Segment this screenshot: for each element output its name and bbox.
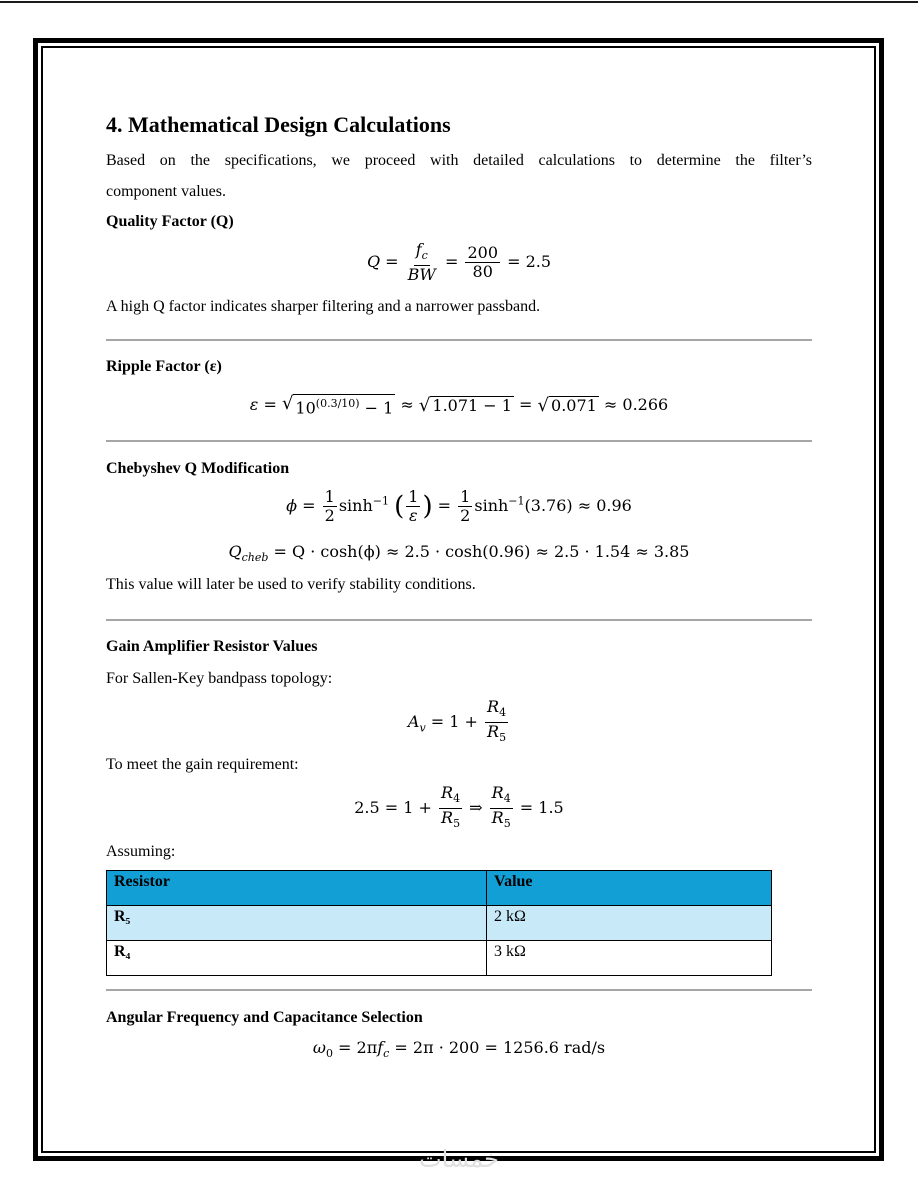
eq-phi-result: ≈ 0.96 xyxy=(572,496,632,515)
phi-equation: ϕ = $\frac{1}{2}$ $\sinh^{-1}$ ( $\frac{1}{\varepsilon}$ ) = $\frac{1}{2}$ $\sinh^{-1}(3.76) \approx 0.96$ xyxy=(286,487,632,525)
gain-topology: For Sallen-Key bandpass topology: xyxy=(106,670,333,687)
table-header: Value xyxy=(487,871,772,906)
eq-mid: = 1 + xyxy=(425,712,484,732)
top-rule xyxy=(0,1,918,3)
fraction-r4-r5 xyxy=(485,698,508,747)
eq-f: f xyxy=(415,240,422,259)
table-row xyxy=(107,941,772,976)
eq-r-sub: 5 xyxy=(503,817,511,831)
eq-qcheb-rhs: = Q · cosh(ϕ) ≈ 2.5 · cosh(0.96) ≈ 2.5 · 1.54 ≈ 3.85 xyxy=(268,542,690,561)
eq-equals: = xyxy=(513,395,538,415)
eq-arg: (3.76) xyxy=(524,496,573,515)
sqrt-3: √ 0.071 xyxy=(537,394,597,416)
eq-approx: ≈ xyxy=(395,395,419,415)
eq-epsilon: ε = xyxy=(249,395,277,415)
eq-r: R xyxy=(441,808,454,828)
eq-implies: ⇒ xyxy=(464,798,488,818)
eq-minus-1: − 1 xyxy=(359,398,394,418)
eq-f: f xyxy=(377,1038,384,1057)
sqrt-2: √ 1.071 − 1 xyxy=(418,394,512,416)
angular-heading: Angular Frequency and Capacitance Selection xyxy=(106,1009,423,1026)
eq-inverse: −1 xyxy=(372,494,389,508)
eq-r: R xyxy=(441,783,454,802)
eq-ratio-result: = 1.5 xyxy=(514,798,564,818)
table-row xyxy=(107,906,772,941)
eq-r-sub: 5 xyxy=(499,731,507,745)
chebyshev-heading: Chebyshev Q Modification xyxy=(106,460,290,477)
watermark-logo: خمسات xyxy=(418,1145,500,1173)
divider xyxy=(106,619,812,621)
eq-10: 10 xyxy=(295,398,316,418)
assuming-label: Assuming: xyxy=(106,843,176,860)
fraction-half-2 xyxy=(458,488,472,525)
divider xyxy=(106,989,812,991)
eq-rad2: 1.071 − 1 xyxy=(432,395,512,415)
eq-200: 200 xyxy=(467,243,498,263)
table-cell: R₅ xyxy=(107,906,487,941)
eq-equals: = xyxy=(432,496,457,515)
quality-factor-heading: Quality Factor (Q) xyxy=(106,213,234,230)
eq-bw: BW xyxy=(407,265,436,285)
quality-factor-equation: Q = $\frac{f_c}{BW}$ = $\frac{200}{80}$ = 2.5 xyxy=(366,240,552,285)
eq-f-sub: c xyxy=(383,1047,390,1061)
eq-r-sub: 4 xyxy=(503,792,511,806)
intro-paragraph: Based on the specifications, we proceed with detailed calculations to determine the filter’s xyxy=(106,152,812,169)
eq-2pi: = 2π xyxy=(332,1038,378,1057)
fraction-r4-r5 xyxy=(439,784,462,833)
eq-qcheb: Q xyxy=(228,542,242,561)
eq-sinh: sinh xyxy=(474,496,509,515)
table-header: Resistor xyxy=(107,871,487,906)
sqrt-1: √ $10^{(0.3/10)} - 1$ xyxy=(281,393,394,418)
eq-q-result: = 2.5 xyxy=(507,252,552,272)
eq-half-num: 1 xyxy=(324,487,335,506)
gain-requirement: To meet the gain requirement: xyxy=(106,756,299,773)
eq-half-den: 2 xyxy=(460,506,471,525)
eq-exponent: (0.3/10) xyxy=(315,397,360,410)
eq-inverse: −1 xyxy=(508,494,525,508)
fraction-fc-bw xyxy=(406,241,438,284)
eq-av: A xyxy=(407,712,420,732)
eq-r-sub: 4 xyxy=(499,706,507,720)
eq-omega-result: = 2π · 200 = 1256.6 rad/s xyxy=(389,1038,606,1057)
eq-omega: ω xyxy=(312,1038,326,1057)
divider xyxy=(106,339,812,341)
gain-requirement-equation xyxy=(106,784,812,833)
ripple-factor-equation xyxy=(106,394,812,417)
eq-r: R xyxy=(487,697,500,716)
section-title: 4. Mathematical Design Calculations xyxy=(106,112,451,137)
table-header-row xyxy=(107,871,772,906)
eq-r: R xyxy=(491,783,504,802)
eq-lhs: 2.5 = 1 + xyxy=(354,798,438,818)
intro-paragraph-cont: component values. xyxy=(106,183,226,200)
eq-av-sub: v xyxy=(419,721,426,735)
eq-r: R xyxy=(491,808,504,828)
eq-inner-num: 1 xyxy=(408,487,419,506)
chebyshev-note: This value will later be used to verify stability conditions. xyxy=(106,576,476,593)
eq-ripple-result: ≈ 0.266 xyxy=(598,395,669,415)
divider xyxy=(106,440,812,442)
qcheb-equation xyxy=(106,542,812,564)
eq-qcheb-sub: cheb xyxy=(241,551,269,565)
eq-r: R xyxy=(487,722,500,742)
quality-factor-note: A high Q factor indicates sharper filtering and a narrower passband. xyxy=(106,298,541,315)
resistor-table xyxy=(106,870,772,976)
eq-f-sub: c xyxy=(421,249,428,263)
fraction-half xyxy=(323,488,337,525)
ripple-factor-heading: Ripple Factor (ε) xyxy=(106,358,222,375)
table-cell: 3 kΩ xyxy=(487,941,772,976)
fraction-inv-epsilon xyxy=(406,488,420,525)
eq-r-sub: 4 xyxy=(453,792,461,806)
gain-equation xyxy=(106,698,812,747)
fraction-200-80 xyxy=(465,244,500,281)
eq-sinh: sinh xyxy=(338,496,373,515)
eq-half-den: 2 xyxy=(324,506,335,525)
eq-rad3: 0.071 xyxy=(551,395,597,415)
angular-equation xyxy=(106,1038,812,1060)
table-cell: R₄ xyxy=(107,941,487,976)
eq-phi: ϕ = xyxy=(286,496,321,515)
gain-heading: Gain Amplifier Resistor Values xyxy=(106,638,318,655)
eq-omega-sub: 0 xyxy=(325,1047,333,1061)
eq-q-symbol: Q xyxy=(366,252,381,272)
eq-r-sub: 5 xyxy=(453,817,461,831)
eq-inner-den: ε xyxy=(409,506,418,525)
fraction-r4-r5 xyxy=(490,784,513,833)
table-cell: 2 kΩ xyxy=(487,906,772,941)
eq-80: 80 xyxy=(472,262,493,282)
eq-half-num: 1 xyxy=(460,487,471,506)
